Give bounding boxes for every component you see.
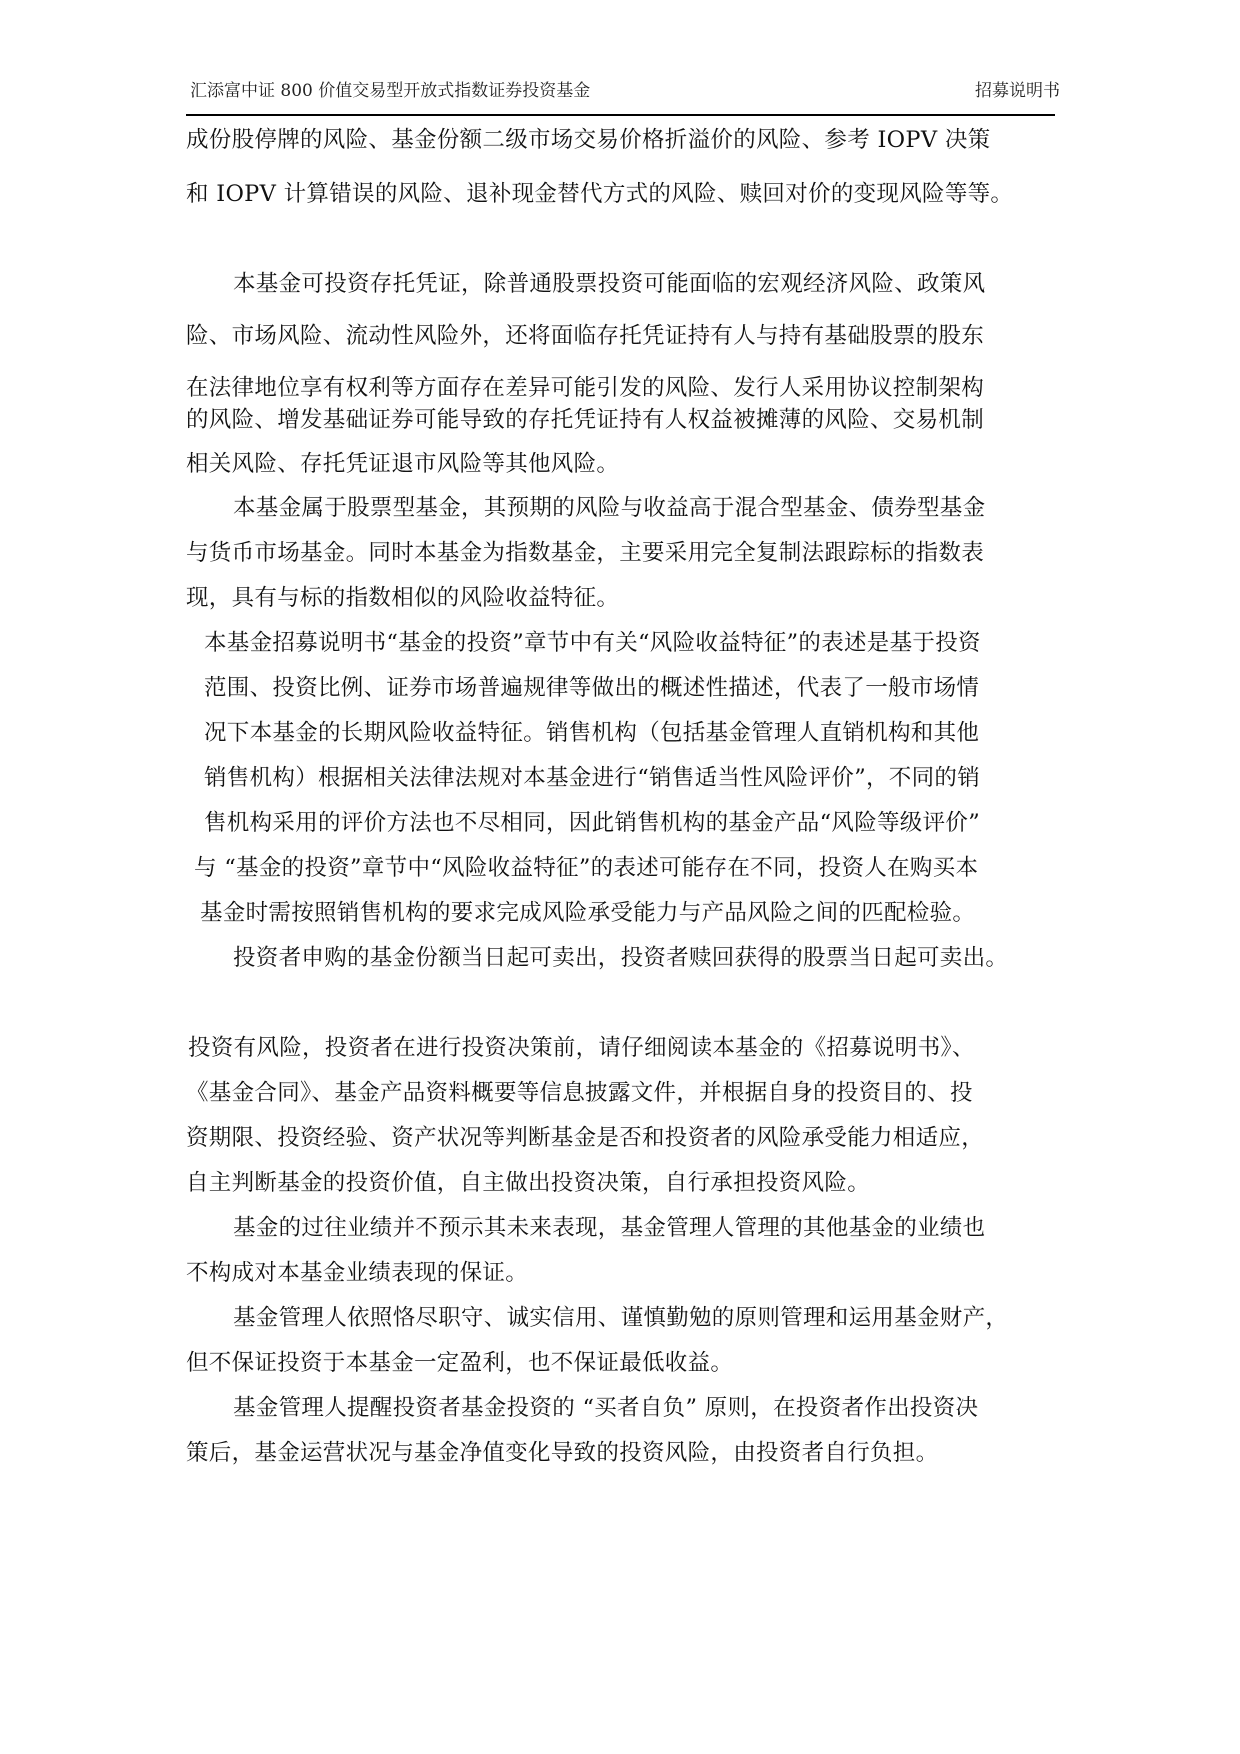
paragraph-line: 本基金招募说明书“基金的投资”章节中有关“风险收益特征”的表述是基于投资 [204,630,981,656]
header-doc-type: 招募说明书 [975,81,1060,101]
header-divider [186,114,1055,116]
paragraph-line: 销售机构）根据相关法律法规对本基金进行“销售适当性风险评价”，不同的销 [204,765,981,791]
paragraph-line: 策后，基金运营状况与基金净值变化导致的投资风险，由投资者自行负担。 [186,1440,939,1466]
paragraph-line: 现，具有与标的指数相似的风险收益特征。 [186,585,620,611]
paragraph-line: 和 IOPV 计算错误的风险、退补现金替代方式的风险、赎回对价的变现风险等等。 [186,181,1014,207]
header-fund-title: 汇添富中证 800 价值交易型开放式指数证券投资基金 [190,81,591,101]
paragraph-line: 基金管理人依照恪尽职守、诚实信用、谨慎勤勉的原则管理和运用基金财产， [233,1305,1009,1331]
paragraph-line: 与 “基金的投资”章节中“风险收益特征”的表述可能存在不同，投资人在购买本 [194,855,979,881]
paragraph-line: 况下本基金的长期风险收益特征。销售机构（包括基金管理人直销机构和其他 [204,720,980,746]
paragraph-line: 投资有风险，投资者在进行投资决策前，请仔细阅读本基金的《招募说明书》、 [188,1035,975,1061]
paragraph-line: 不构成对本基金业绩表现的保证。 [186,1260,529,1286]
paragraph-line: 本基金可投资存托凭证，除普通股票投资可能面临的宏观经济风险、政策风 [233,271,986,297]
paragraph-line: 基金时需按照销售机构的要求完成风险承受能力与产品风险之间的匹配检验。 [200,900,976,926]
paragraph-line: 相关风险、存托凭证退市风险等其他风险。 [186,451,620,477]
paragraph-line: 险、市场风险、流动性风险外，还将面临存托凭证持有人与持有基础股票的股东 [186,323,985,349]
paragraph-line: 的风险、增发基础证券可能导致的存托凭证持有人权益被摊薄的风险、交易机制 [186,407,985,433]
paragraph-line: 投资者申购的基金份额当日起可卖出，投资者赎回获得的股票当日起可卖出。 [233,945,1009,971]
paragraph-line: 本基金属于股票型基金，其预期的风险与收益高于混合型基金、债券型基金 [233,495,986,521]
paragraph-line: 但不保证投资于本基金一定盈利，也不保证最低收益。 [186,1350,734,1376]
paragraph-line: 与货币市场基金。同时本基金为指数基金，主要采用完全复制法跟踪标的指数表 [186,540,985,566]
paragraph-line: 范围、投资比例、证券市场普遍规律等做出的概述性描述，代表了一般市场情 [204,675,980,701]
paragraph-line: 自主判断基金的投资价值，自主做出投资决策，自行承担投资风险。 [186,1170,871,1196]
paragraph-line: 售机构采用的评价方法也不尽相同，因此销售机构的基金产品“风险等级评价” [204,810,981,836]
paragraph-line: 成份股停牌的风险、基金份额二级市场交易价格折溢价的风险、参考 IOPV 决策 [186,127,991,153]
paragraph-line: 在法律地位享有权利等方面存在差异可能引发的风险、发行人采用协议控制架构 [186,375,985,401]
paragraph-line: 基金的过往业绩并不预示其未来表现，基金管理人管理的其他基金的业绩也 [233,1215,986,1241]
paragraph-line: 基金管理人提醒投资者基金投资的 “买者自负” 原则，在投资者作出投资决 [233,1395,979,1421]
paragraph-line: 《基金合同》、基金产品资料概要等信息披露文件，并根据自身的投资目的、投 [186,1080,973,1106]
paragraph-line: 资期限、投资经验、资产状况等判断基金是否和投资者的风险承受能力相适应， [186,1125,985,1151]
